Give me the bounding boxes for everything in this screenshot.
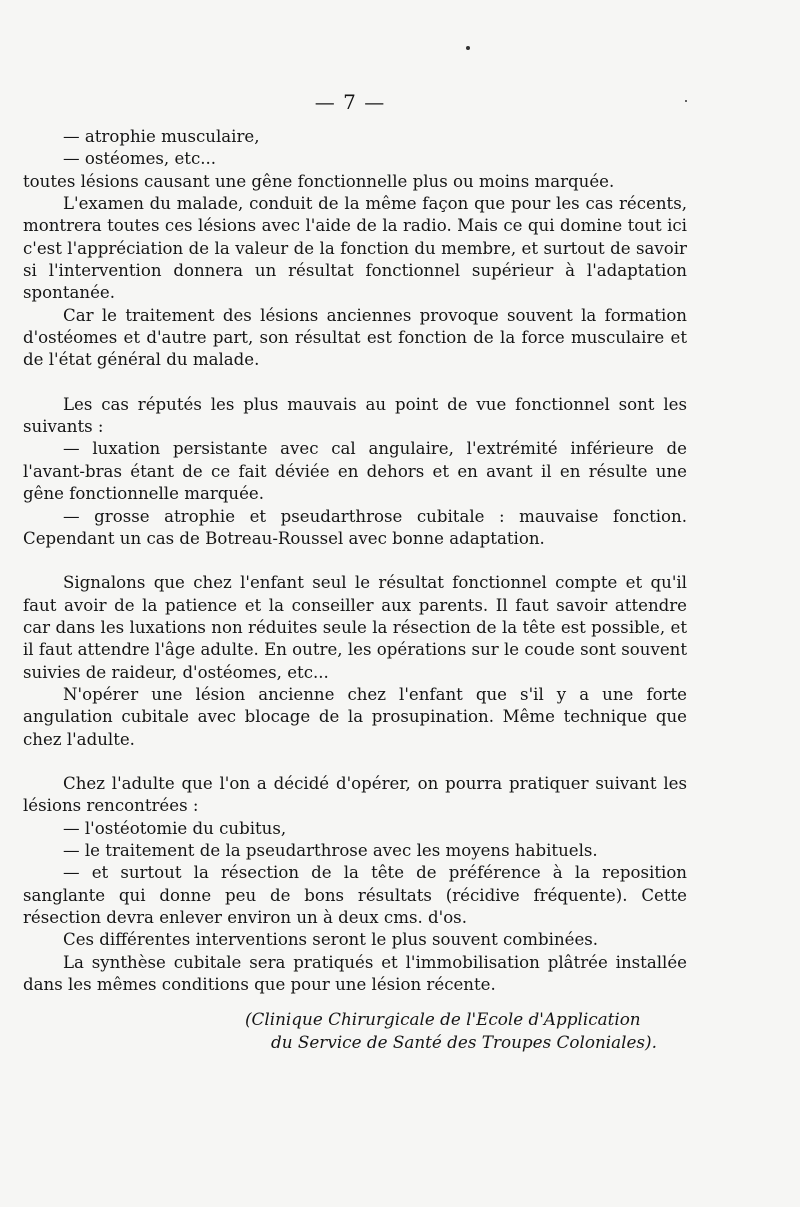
page-number: — 7 —	[314, 90, 386, 114]
paragraph: N'opérer une lésion ancienne chez l'enfant que s'il y a une forte angulation cubitale avec blocage de la prosupination. Même technique que chez l'adulte.	[23, 684, 687, 749]
paragraph: — ostéomes, etc...	[63, 149, 217, 169]
paragraph: — le traitement de la pseudarthrose avec les moyens habituels.	[63, 840, 598, 860]
ink-speck	[466, 46, 470, 50]
paragraph: toutes lésions causant une gêne fonctionnelle plus ou moins marquée.	[23, 171, 615, 191]
paragraph: — atrophie musculaire,	[63, 127, 260, 146]
paragraph: Les cas réputés les plus mauvais au point de vue fonctionnel sont les suivants :	[23, 394, 687, 437]
paragraph: Signalons que chez l'enfant seul le résultat fonctionnel compte et qu'il faut avoir de la patience et la conseiller aux parents. Il faut savoir attendre car dans les luxations non réduites seule la résection de la tête est possible, et il faut attendre l'âge adulte. En outre, les opérations sur le coude sont souvent suivies de raideur, d'ostéomes, etc...	[23, 573, 687, 682]
signature-line: du Service de Santé des Troupes Coloniales).	[271, 1031, 657, 1052]
paragraph: Chez l'adulte que l'on a décidé d'opérer, on pourra pratiquer suivant les lésions rencontrées :	[23, 773, 687, 816]
paragraph: — grosse atrophie et pseudarthrose cubitale : mauvaise fonction. Cependant un cas de Botreau-Roussel avec bonne adaptation.	[23, 506, 687, 548]
paragraph: — l'ostéotomie du cubitus,	[63, 818, 287, 838]
paragraph: L'examen du malade, conduit de la même façon que pour les cas récents, montrera toutes ces lésions avec l'aide de la radio. Mais ce qui domine tout ici c'est l'appréciation de la valeur de la fonction du membre, et surtout de savoir si l'intervention donnera un résultat fonctionnel supérieur à l'adaptation spontanée.	[23, 194, 687, 303]
paragraph: — et surtout la résection de la tête de préférence à la reposition sanglante qui donne peu de bons résultats (récidive fréquente). Cette résection devra enlever environ un à deux cms. d'os.	[23, 863, 687, 927]
paragraph-gap	[23, 550, 687, 572]
paragraph: Ces différentes interventions seront le plus souvent combinées.	[63, 930, 599, 950]
signature-line: (Clinique Chirurgicale de l'Ecole d'Application	[245, 1009, 641, 1029]
paragraph: — luxation persistante avec cal angulaire, l'extrémité inférieure de l'avant-bras étant de ce fait déviée en dehors et en avant il en résulte une gêne fonctionnelle marquée.	[23, 439, 687, 504]
paragraph: Car le traitement des lésions anciennes provoque souvent la formation d'ostéomes et d'autre part, son résultat est fonction de la force musculaire et de l'état général du malade.	[23, 305, 687, 370]
paragraph: La synthèse cubitale sera pratiqués et l'immobilisation plâtrée installée dans les mêmes conditions que pour une lésion récente.	[23, 952, 687, 995]
signature-block	[245, 1008, 705, 1053]
paragraph-gap	[23, 372, 687, 394]
body-text	[23, 126, 687, 996]
paragraph-gap	[23, 751, 687, 773]
